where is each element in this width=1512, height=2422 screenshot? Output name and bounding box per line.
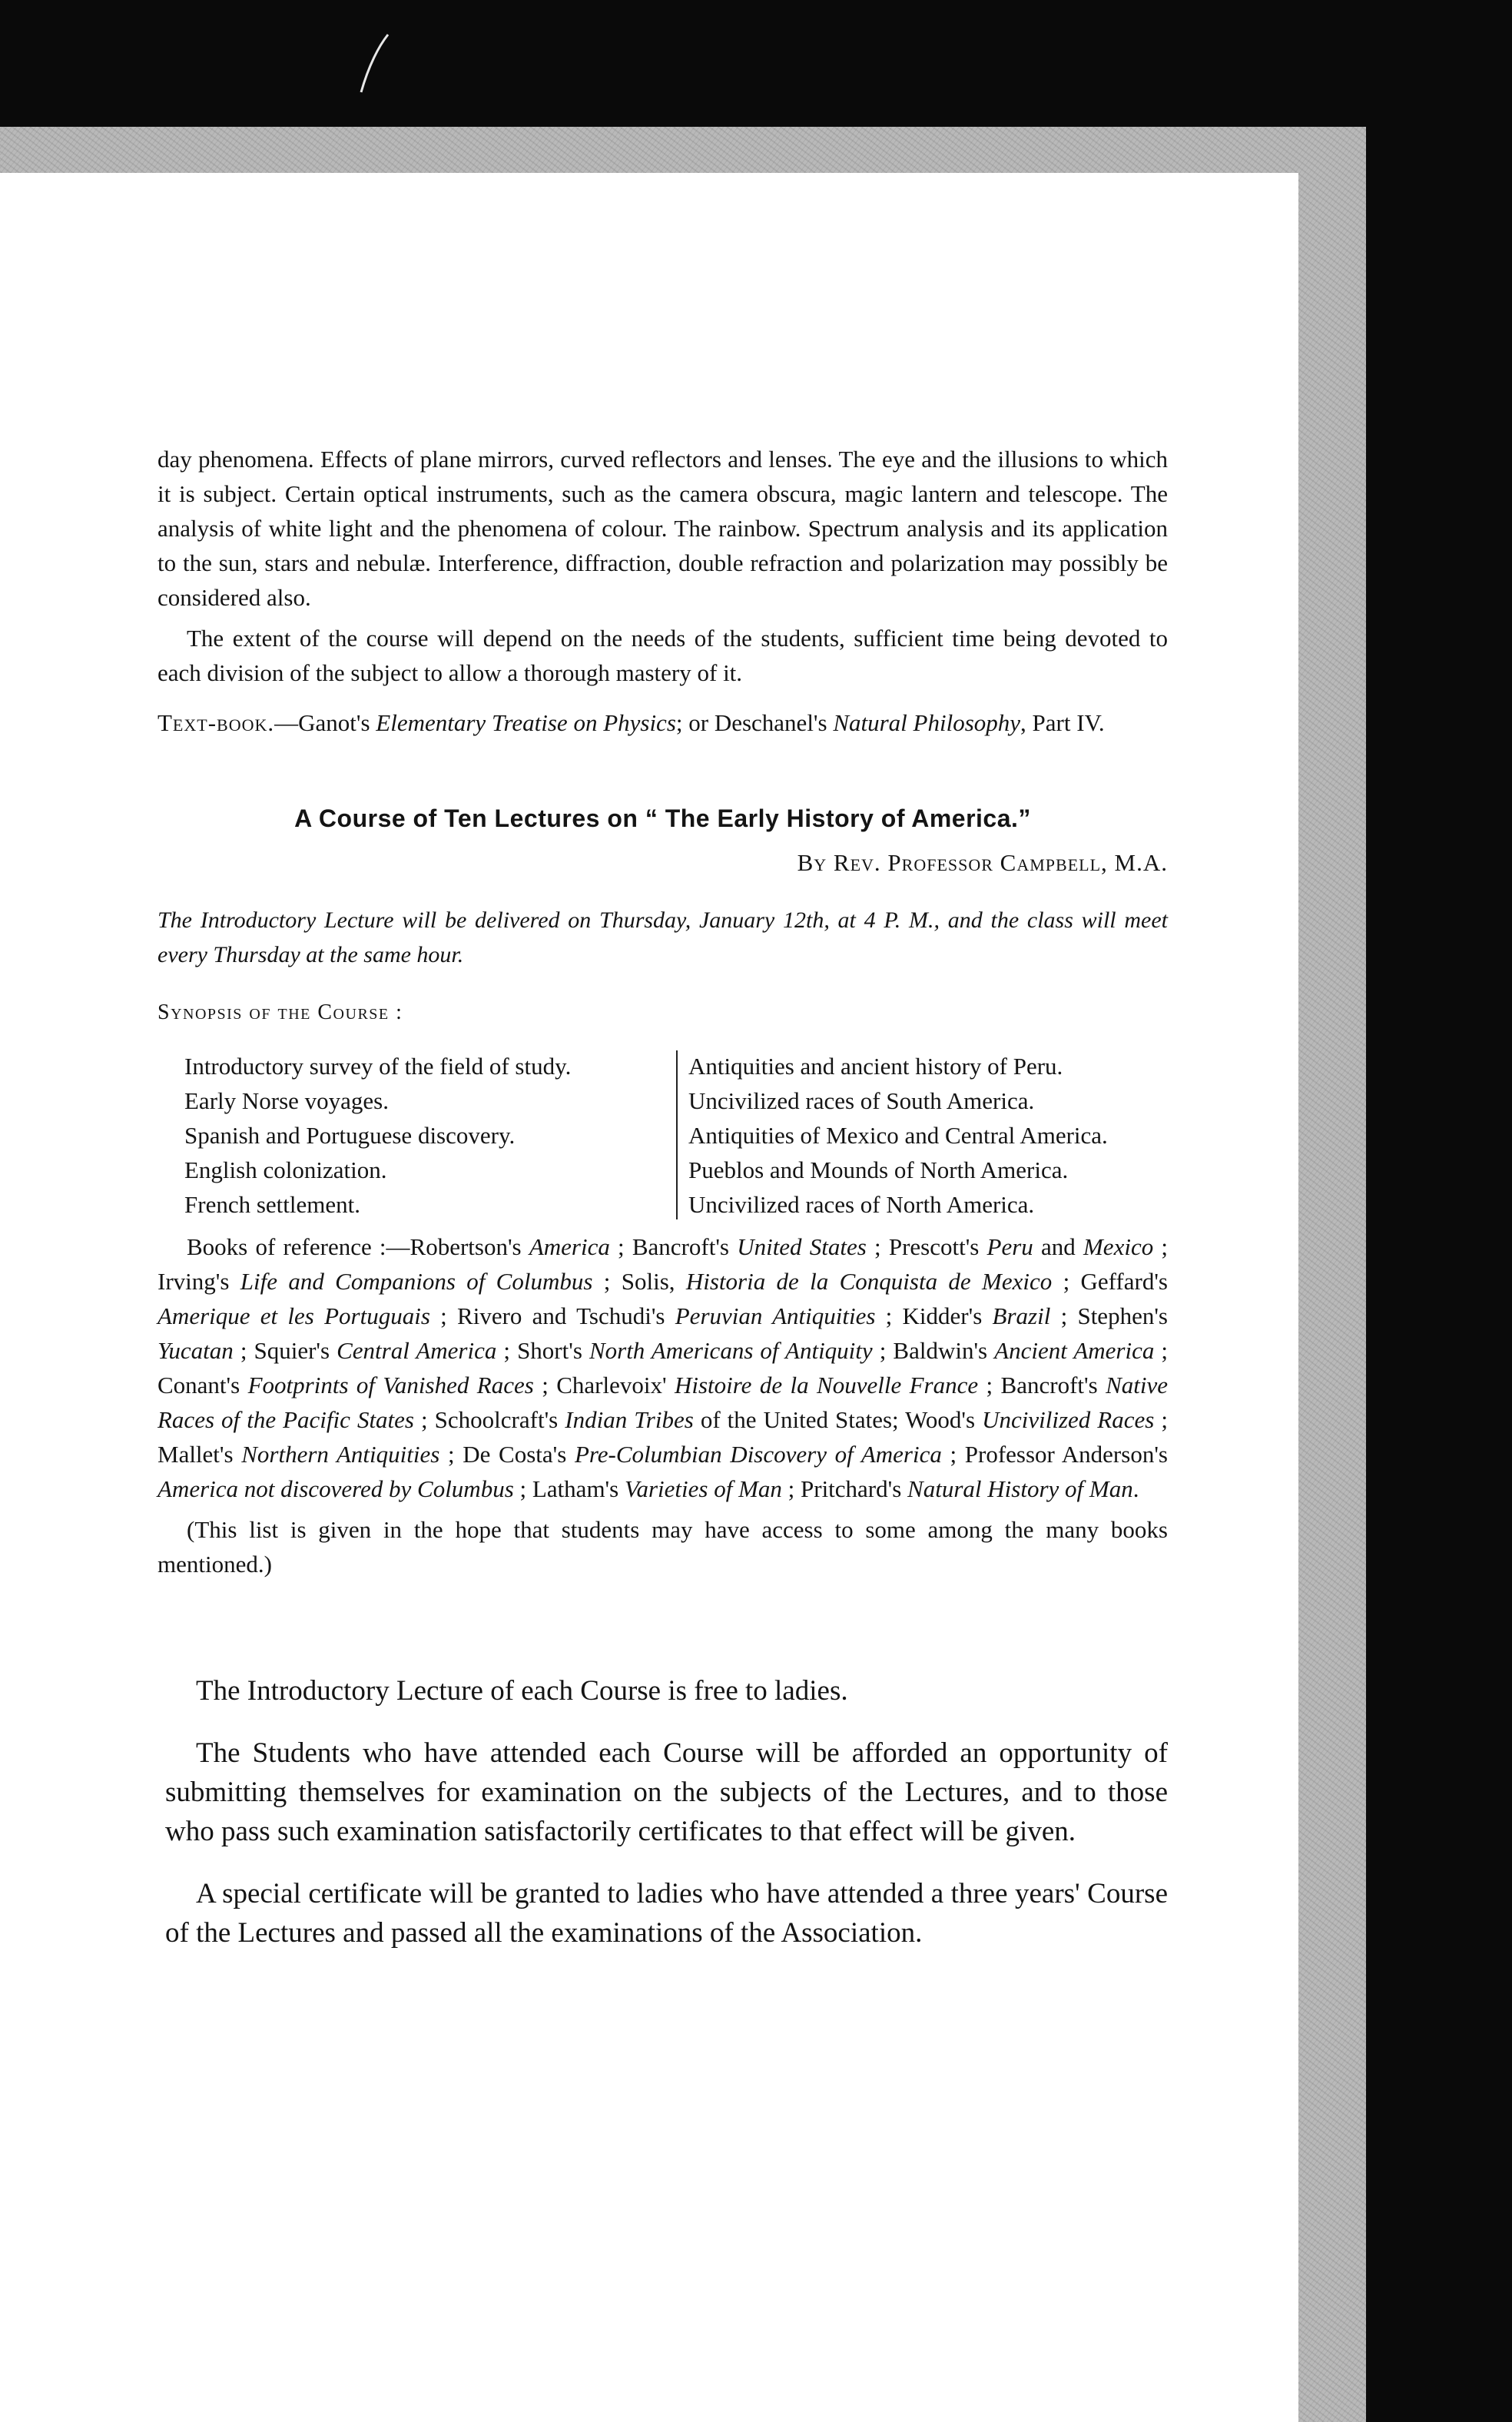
textbook-dash: —Ganot's bbox=[274, 709, 376, 736]
synopsis-item: Antiquities of Mexico and Central America. bbox=[688, 1122, 1108, 1149]
reference-title: Indian Tribes bbox=[565, 1406, 694, 1433]
synopsis-item: Uncivilized races of North America. bbox=[688, 1191, 1035, 1218]
physics-textbook bbox=[158, 705, 1168, 740]
reference-title: America not discovered by Columbus bbox=[158, 1475, 514, 1502]
reference-list-note: (This list is given in the hope that students may have access to some among the many books mentioned.) bbox=[158, 1516, 1168, 1578]
reference-title: Life and Companions of Columbus bbox=[240, 1268, 593, 1295]
synopsis-item: French settlement. bbox=[184, 1191, 360, 1218]
lecturer-byline: By Rev. Professor Campbell, M.A. bbox=[797, 849, 1168, 876]
synopsis-left-column bbox=[184, 1049, 676, 1222]
reference-text: ; Bancroft's bbox=[609, 1233, 738, 1260]
reference-title: Amerique et les Portuguais bbox=[158, 1302, 430, 1329]
reference-text: ; Schoolcraft's bbox=[414, 1406, 565, 1433]
reference-title: Peruvian Antiquities bbox=[675, 1302, 876, 1329]
reference-title: Varieties of Man bbox=[624, 1475, 782, 1502]
reference-text: Books of reference :—Robertson's bbox=[187, 1233, 529, 1260]
textbook-title-deschanel: Natural Philosophy bbox=[833, 709, 1021, 736]
examination-notice: The Students who have attended each Course will be afforded an opportunity of submitting themselves for examination on the subjects of the Lectures, and to those who pass such examination satisfactorily certificates to that effect will be given. bbox=[165, 1737, 1168, 1847]
reference-text: ; Pritchard's bbox=[781, 1475, 908, 1502]
synopsis-right-column bbox=[688, 1049, 1165, 1222]
synopsis-heading: Synopsis of the Course : bbox=[158, 1000, 403, 1024]
closing-notices bbox=[165, 1671, 1168, 1953]
reference-title: Mexico bbox=[1083, 1233, 1154, 1260]
reference-text: ; De Costa's bbox=[439, 1441, 575, 1468]
reference-text: ; Solis, bbox=[592, 1268, 686, 1295]
reference-text: ; Geffard's bbox=[1052, 1268, 1168, 1295]
synopsis-divider bbox=[676, 1050, 678, 1219]
synopsis-item: Uncivilized races of South America. bbox=[688, 1087, 1035, 1114]
reference-title: Brazil bbox=[992, 1302, 1051, 1329]
textbook-title-ganot: Elementary Treatise on Physics bbox=[376, 709, 676, 736]
reference-text: ; Bancroft's bbox=[978, 1372, 1106, 1398]
reference-text: ; Latham's bbox=[513, 1475, 625, 1502]
reference-text: ; Mallet's bbox=[158, 1406, 1168, 1468]
document-page bbox=[0, 173, 1298, 2422]
special-certificate-notice: A special certificate will be granted to ladies who have attended a three years' Course of the Lectures and passed all the examinations of the Association. bbox=[165, 1878, 1168, 1949]
reference-title: Northern Antiquities bbox=[241, 1441, 440, 1468]
course-title: A Course of Ten Lectures on “ The Early History of America.” bbox=[294, 805, 1031, 832]
reference-title: United States bbox=[737, 1233, 867, 1260]
reference-text: ; Rivero and Tschudi's bbox=[429, 1302, 675, 1329]
reference-title: Ancient America bbox=[994, 1337, 1155, 1364]
textbook-end: , Part IV. bbox=[1020, 709, 1105, 736]
synopsis-item: Pueblos and Mounds of North America. bbox=[688, 1156, 1069, 1183]
reference-text: and bbox=[1033, 1233, 1083, 1260]
textbook-mid: ; or Deschanel's bbox=[675, 709, 834, 736]
physics-section bbox=[158, 442, 1168, 740]
synopsis-table bbox=[184, 1049, 1175, 1222]
synopsis-item: Antiquities and ancient history of Peru. bbox=[688, 1053, 1063, 1080]
reference-text: ; Prescott's bbox=[866, 1233, 987, 1260]
reference-title: Histoire de la Nouvelle France bbox=[674, 1372, 979, 1398]
reference-text: ; Conant's bbox=[158, 1337, 1169, 1398]
reference-text: ; Squier's bbox=[233, 1337, 337, 1364]
free-to-ladies-notice: The Introductory Lecture of each Course is free to ladies. bbox=[196, 1675, 848, 1707]
reference-title: Yucatan bbox=[158, 1337, 234, 1364]
synopsis-item: Introductory survey of the field of study. bbox=[184, 1053, 572, 1080]
reference-title: America bbox=[529, 1233, 610, 1260]
reference-text: . bbox=[1132, 1475, 1139, 1502]
synopsis-item: Spanish and Portuguese discovery. bbox=[184, 1122, 516, 1149]
reference-text: ; Professor Anderson's bbox=[941, 1441, 1168, 1468]
synopsis-item: Early Norse voyages. bbox=[184, 1087, 389, 1114]
reference-title: Peru bbox=[986, 1233, 1033, 1260]
reference-title: North Americans of Antiquity bbox=[589, 1337, 873, 1364]
reference-text: ; Irving's bbox=[158, 1233, 1169, 1295]
reference-text: ; Short's bbox=[496, 1337, 589, 1364]
reference-title: Footprints of Vanished Races bbox=[247, 1372, 534, 1398]
reference-text: ; Kidder's bbox=[875, 1302, 993, 1329]
reference-title: Natural History of Man bbox=[907, 1475, 1133, 1502]
physics-paragraph-2: The extent of the course will depend on the needs of the students, sufficient time being devoted to each division of the subject to allow a thorough mastery of it. bbox=[158, 625, 1168, 686]
reference-text: ; Charlevoix' bbox=[533, 1372, 675, 1398]
reference-text: ; Stephen's bbox=[1050, 1302, 1168, 1329]
introductory-lecture-note: The Introductory Lecture will be delivered on Thursday, January 12th, at 4 P. M., and the class will meet every Thursday at the same hour. bbox=[158, 907, 1168, 967]
textbook-label: Text-book. bbox=[158, 709, 275, 736]
reference-title: Uncivilized Races bbox=[982, 1406, 1155, 1433]
references-section bbox=[158, 1229, 1168, 1581]
books-of-reference bbox=[158, 1229, 1168, 1506]
reference-title: Historia de la Conquista de Mexico bbox=[685, 1268, 1053, 1295]
reference-title: Pre-Columbian Discovery of America bbox=[574, 1441, 942, 1468]
reference-text: of the United States; Wood's bbox=[693, 1406, 983, 1433]
reference-title: Central America bbox=[337, 1337, 497, 1364]
synopsis-item: English colonization. bbox=[184, 1156, 387, 1183]
physics-paragraph-1: day phenomena. Effects of plane mirrors, curved reflectors and lenses. The eye and the illusions to which it is subject. Certain optical instruments, such as the camera obscura, magic lantern and telescope. The analysis of white light and the phenomena of colour. The rainbow. Spectrum analysis and its application to the sun, stars and nebulæ. Interference, diffraction, double refraction and polarization may possibly be considered also. bbox=[158, 446, 1168, 611]
pencil-mark bbox=[350, 31, 403, 100]
reference-text: ; Baldwin's bbox=[872, 1337, 995, 1364]
reference-title: Native Races of the Pacific States bbox=[158, 1372, 1168, 1433]
